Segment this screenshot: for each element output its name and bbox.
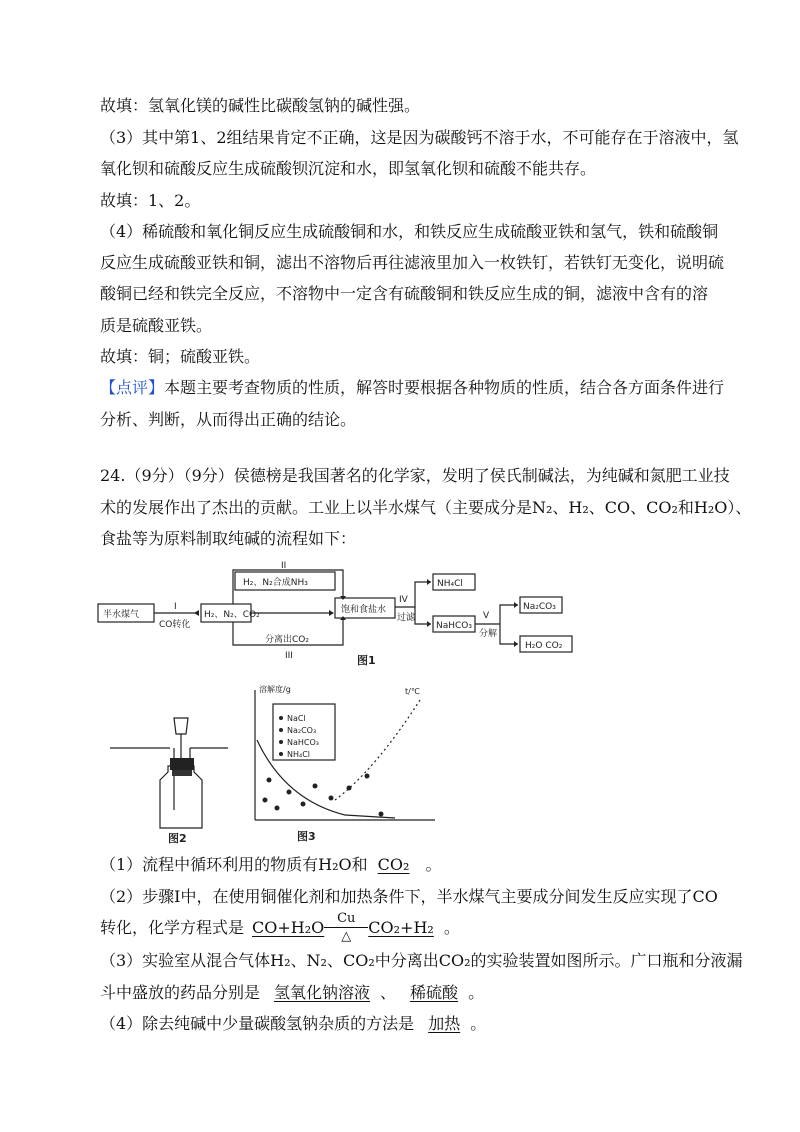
- data-point: [347, 786, 352, 791]
- data-point: [263, 798, 268, 803]
- data-point: [313, 784, 318, 789]
- flow-label-nahco3: NaHCO₃: [436, 621, 472, 631]
- question-line: 术的发展作出了杰出的贡献。工业上以半水煤气（主要成分是N₂、H₂、CO、CO₂和H₂O）、: [100, 498, 752, 517]
- comment-tag: 【点评】: [100, 378, 165, 397]
- curve-increasing: [335, 700, 420, 800]
- question-line: 24.（9分）（9分）侯德榜是我国著名的化学家，发明了侯氏制碱法，为纯碱和氮肥工业技: [100, 466, 730, 485]
- answer-text: 斗中盛放的药品分别是: [100, 983, 261, 1002]
- data-point: [275, 806, 280, 811]
- flow-label-start: 半水煤气: [103, 610, 140, 620]
- answer-line-4: [100, 1014, 700, 1034]
- answer-text: （4）除去纯碱中少量碳酸氢钠杂质的方法是: [100, 1014, 415, 1033]
- answer-line-2b: [100, 911, 700, 944]
- answer-line-2: （2）步骤Ⅰ中，在使用铜催化剂和加热条件下，半水煤气主要成分间发生反应实现了CO: [100, 887, 718, 906]
- reaction-arrow: [324, 911, 368, 944]
- flow-label-nh4cl: NH₄Cl: [437, 579, 463, 589]
- flow-label-step5: V: [483, 611, 490, 621]
- data-point: [329, 796, 334, 801]
- answer-text: 。: [425, 855, 442, 874]
- data-point: [365, 774, 370, 779]
- data-point: [267, 778, 272, 783]
- flow-label-na2co3: Na₂CO₃: [523, 602, 556, 612]
- answer-line-3b: [100, 983, 700, 1003]
- answer-line: 故填：氢氧化镁的碱性比碳酸氢钠的碱性强。: [100, 96, 421, 115]
- flow-label-gas: H₂、N₂、CO₂: [204, 610, 260, 620]
- figure1-caption: 图1: [357, 654, 376, 667]
- comment-line: [100, 378, 725, 398]
- equation-rhs: CO₂+H₂: [368, 918, 434, 937]
- answer-text: 、: [380, 983, 397, 1002]
- answer-line: 故填：1、2。: [100, 191, 201, 210]
- legend-item: NH₄Cl: [287, 750, 311, 759]
- answer-blank: CO₂: [377, 855, 410, 874]
- legend-marker: [279, 728, 283, 732]
- flow-label-brine: 饱和食盐水: [341, 605, 387, 615]
- rubber-stopper: [170, 758, 194, 770]
- flow-label-step1-sub: CO转化: [159, 620, 191, 630]
- answer-line: 质是硫酸亚铁。: [100, 316, 213, 335]
- flow-label-step4-sub: 过滤: [397, 613, 416, 623]
- data-point: [301, 802, 306, 807]
- flow-label-step5-sub: 分解: [479, 629, 498, 639]
- answer-blank: 稀硫酸: [410, 983, 459, 1002]
- equation-lhs: CO+H₂O: [252, 918, 325, 937]
- answer-line: （4）稀硫酸和氧化铜反应生成硫酸铜和水，和铁反应生成硫酸亚铁和氢气，铁和硫酸铜: [100, 222, 719, 241]
- data-point: [379, 812, 384, 817]
- flow-label-step3: III: [285, 651, 293, 661]
- answer-line-3: （3）实验室从混合气体H₂、N₂、CO₂中分离出CO₂的实验装置如图所示。广口瓶和分液漏: [100, 951, 743, 970]
- flow-chart-figure: [95, 560, 605, 670]
- answer-line: 故填：铜；硫酸亚铁。: [100, 347, 261, 366]
- y-axis-label: 溶解度/g: [259, 685, 291, 694]
- legend-marker: [279, 752, 283, 756]
- answer-line: 反应生成硫酸亚铁和铜，滤出不溶物后再往滤液里加入一枚铁钉，若铁钉无变化，说明硫: [100, 253, 725, 272]
- answer-line: （3）其中第1、2组结果肯定不正确，这是因为碳酸钙不溶于水，不可能存在于溶液中，氢: [100, 128, 739, 147]
- comment-line: 分析、判断，从而得出正确的结论。: [100, 410, 357, 429]
- legend-marker: [279, 716, 283, 720]
- separatory-funnel: [174, 718, 188, 734]
- catalyst-label: Cu: [337, 911, 356, 926]
- flow-label-step4: IV: [399, 595, 408, 605]
- answer-text: 。: [443, 918, 460, 937]
- answer-blank: 氢氧化钠溶液: [274, 983, 371, 1002]
- curve-label: t/℃: [405, 687, 420, 696]
- solubility-chart: [245, 680, 445, 850]
- heat-symbol: △: [341, 929, 352, 944]
- answer-text: （1）流程中循环利用的物质有H₂O和: [100, 855, 368, 874]
- flow-label-bottom: 分离出CO₂: [265, 635, 309, 645]
- answer-blank: 加热: [428, 1014, 461, 1033]
- question-line: 食盐等为原料制取纯碱的流程如下：: [100, 529, 357, 548]
- legend-item: NaHCO₃: [287, 738, 319, 747]
- answer-text: 。: [470, 1014, 487, 1033]
- flow-label-h2o-co2: H₂O CO₂: [525, 641, 563, 651]
- comment-text: 本题主要考查物质的性质，解答时要根据各种物质的性质，结合各方面条件进行: [164, 378, 725, 397]
- flow-label-step1: I: [174, 602, 177, 612]
- answer-line: 酸铜已经和铁完全反应，不溶物中一定含有硫酸铜和铁反应生成的铜，滤液中含有的溶: [100, 284, 709, 303]
- answer-text: 转化，化学方程式是: [100, 918, 245, 937]
- legend-marker: [279, 740, 283, 744]
- figure2-caption: 图2: [168, 832, 187, 845]
- apparatus-figure: [110, 710, 230, 845]
- flow-label-step2: II: [281, 561, 287, 571]
- legend-item: Na₂CO₃: [287, 726, 317, 735]
- answer-line-1: [100, 855, 700, 875]
- data-point: [287, 790, 292, 795]
- answer-text: 。: [468, 983, 485, 1002]
- flow-label-top: H₂、N₂合成NH₃: [243, 578, 308, 588]
- figure3-caption: 图3: [297, 830, 316, 843]
- answer-line: 氧化钡和硫酸反应生成硫酸钡沉淀和水，即氢氧化钡和硫酸不能共存。: [100, 159, 597, 178]
- legend-item: NaCl: [287, 714, 306, 723]
